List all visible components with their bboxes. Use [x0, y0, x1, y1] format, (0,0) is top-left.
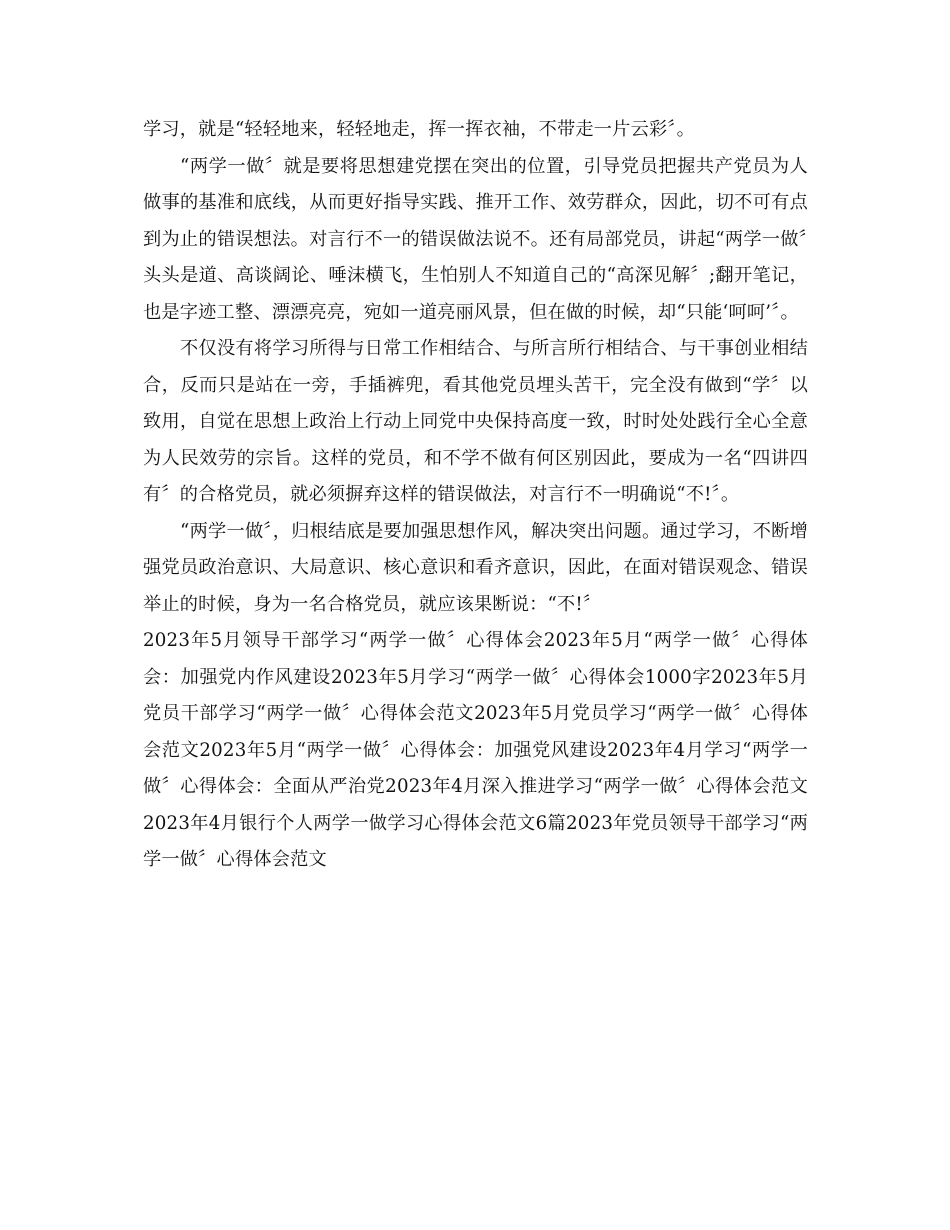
document-body — [143, 112, 808, 879]
paragraph-2: “两学一做〞就是要将思想建党摆在突出的位置，引导党员把握共产党员为人做事的基准和底线，从而更好指导实践、推开工作、效劳群众，因此，切不可有点到为止的错误想法。对言行不一的错误做法说不。还有局部党员，讲起“两学一做〞头头是道、高谈阔论、唾沫横飞，生怕别人不知道自己的“高深见解〞;翻开笔记，也是字迹工整、漂漂亮亮，宛如一道亮丽风景，但在做的时候，却“只能‘呵呵’〞。 — [143, 155, 808, 323]
related-articles-list: 2023年5月领导干部学习“两学一做〞心得体会2023年5月“两学一做〞心得体会：加强党内作风建设2023年5月学习“两学一做〞心得体会1000字2023年5月党员干部学习“两学一做〞心得体会范文2023年5月党员学习“两学一做〞心得体会范文2023年5月“两学一做〞心得体会：加强党风建设2023年4月学习“两学一做〞心得体会：全面从严治党2023年4月深入推进学习“两学一做〞心得体会范文2023年4月银行个人两学一做学习心得体会范文6篇2023年党员领导干部学习“两学一做〞心得体会范文 — [143, 630, 808, 870]
paragraph-continuation: 学习，就是“轻轻地来，轻轻地走，挥一挥衣袖，不带走一片云彩〞。 — [143, 119, 696, 140]
paragraph-4: “两学一做〞，归根结底是要加强思想作风，解决突出问题。通过学习，不断增强党员政治意识、大局意识、核心意识和看齐意识，因此，在面对错误观念、错误举止的时候，身为一名合格党员，就应该果断说：“不!〞 — [143, 520, 808, 615]
paragraph-3: 不仅没有将学习所得与日常工作相结合、与所言所行相结合、与干事创业相结合，反而只是站在一旁，手插裤兜，看其他党员埋头苦干，完全没有做到“学〞以致用，自觉在思想上政治上行动上同党中央保持高度一致，时时处处践行全心全意为人民效劳的宗旨。这样的党员，和不学不做有何区别因此，要成为一名“四讲四有〞的合格党员，就必须摒弃这样的错误做法，对言行不一明确说“不!〞。 — [143, 338, 808, 505]
